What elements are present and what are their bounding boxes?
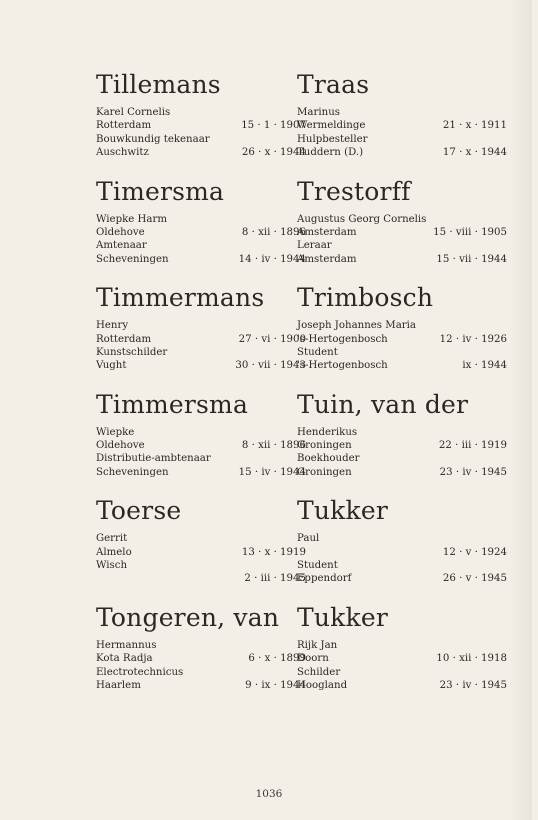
entry-line	[297, 532, 507, 545]
entry-text: Karel Cornelis	[96, 107, 171, 118]
entry-line	[297, 452, 507, 465]
entry-text: Wiepke	[96, 426, 135, 438]
entry-line	[297, 426, 507, 439]
entry-text: Doorn	[297, 653, 329, 665]
entry-text: Auschwitz	[96, 147, 149, 159]
entry-text: Boekhouder	[297, 453, 360, 465]
entry-line	[297, 106, 507, 119]
entry-line	[96, 253, 306, 266]
right-column	[297, 70, 507, 709]
entry-text: Scheveningen	[96, 466, 169, 478]
entry-date: 8 · xii · 1896	[241, 226, 306, 238]
entry-text: Oldehove	[96, 440, 145, 452]
entry-line	[297, 146, 507, 159]
entry-line	[297, 559, 507, 572]
entry-line	[297, 133, 507, 146]
entry-text: Wermeldinge	[297, 120, 366, 132]
person-entry	[297, 390, 507, 480]
entry-line	[96, 666, 306, 679]
entry-date: 8 · xii · 1896	[241, 440, 306, 452]
entry-text: Paul	[297, 533, 320, 545]
entry-date: 2 · iii · 1945	[244, 573, 306, 585]
entry-date: 14 · iv · 1944	[238, 253, 306, 265]
surname-heading: Trestorff	[297, 176, 411, 206]
entry-date: 15 · 1 · 1907	[241, 120, 306, 132]
entry-line	[96, 133, 306, 146]
entry-date: 21 · x · 1911	[442, 120, 507, 132]
entry-date: 15 · vii · 1944	[436, 253, 507, 265]
entry-text: Schilder	[297, 666, 341, 678]
entry-line	[96, 466, 306, 479]
entry-date: 30 · vii · 1943	[235, 360, 306, 372]
entry-line	[96, 652, 306, 665]
entry-text: Amsterdam	[297, 226, 357, 238]
entry-text: Haarlem	[96, 679, 141, 691]
entry-text: Groningen	[297, 440, 352, 452]
entry-date: ix · 1944	[462, 360, 507, 372]
entry-text: Distributie-ambtenaar	[96, 453, 211, 465]
entry-line	[297, 359, 507, 372]
entry-text: Vught	[96, 360, 127, 372]
entry-line	[96, 439, 306, 452]
person-entry	[297, 603, 507, 693]
entry-date: 23 · iv · 1945	[439, 679, 507, 691]
surname-heading: Tukker	[297, 496, 389, 526]
entry-text: Marinus	[297, 107, 340, 118]
surname-heading: Traas	[297, 70, 370, 99]
surname-heading: Timersma	[96, 176, 225, 206]
entry-text: Wiepke Harm	[96, 213, 168, 225]
entry-text: Student	[297, 346, 338, 358]
entry-line	[297, 439, 507, 452]
entry-line	[297, 333, 507, 346]
entry-line	[96, 226, 306, 239]
entry-text: Amtenaar	[96, 240, 147, 252]
entry-line	[96, 106, 306, 119]
entry-line	[96, 546, 306, 559]
entry-line	[297, 119, 507, 132]
entry-text: Rotterdam	[96, 120, 152, 132]
left-column	[96, 70, 306, 709]
entry-line	[297, 652, 507, 665]
entry-text: Augustus Georg Cornelis	[297, 213, 427, 225]
entry-line	[96, 572, 306, 585]
entry-line	[96, 426, 306, 439]
entry-line	[96, 639, 306, 652]
entry-line	[297, 546, 507, 559]
entry-line	[297, 213, 507, 226]
entry-text: Wisch	[96, 560, 128, 572]
entry-text: 's-Hertogenbosch	[297, 333, 388, 345]
entry-date: 12 · iv · 1926	[439, 333, 507, 345]
entry-text: Almelo	[96, 546, 132, 558]
entry-line	[96, 559, 306, 572]
entry-line	[96, 213, 306, 226]
entry-date: 27 · vi · 1900	[238, 333, 306, 345]
surname-heading: Toerse	[96, 496, 182, 526]
entry-date: 13 · x · 1919	[241, 546, 306, 558]
entry-text: Henderikus	[297, 426, 358, 438]
entry-text: Henry	[96, 320, 129, 332]
entry-line	[297, 253, 507, 266]
entry-date: 12 · v · 1924	[442, 546, 507, 558]
person-entry	[96, 603, 306, 693]
entry-text: Leraar	[297, 240, 332, 252]
entry-date: 22 · iii · 1919	[438, 440, 507, 452]
entry-text: Oldehove	[96, 226, 145, 238]
entry-text: Gerrit	[96, 533, 128, 545]
entry-text: Kota Radja	[96, 653, 153, 665]
entry-line	[297, 679, 507, 692]
person-entry	[96, 177, 306, 267]
entry-line	[297, 319, 507, 332]
entry-line	[96, 319, 306, 332]
surname-heading: Tukker	[297, 602, 389, 632]
entry-text: Electrotechnicus	[96, 666, 184, 678]
entry-date: 10 · xii · 1918	[436, 653, 507, 665]
entry-line	[96, 119, 306, 132]
entry-line	[297, 666, 507, 679]
person-entry	[96, 390, 306, 480]
surname-heading: Tongeren, van	[96, 602, 280, 632]
entry-text: Rotterdam	[96, 333, 152, 345]
entry-line	[96, 346, 306, 359]
person-entry	[96, 283, 306, 373]
entry-line	[96, 239, 306, 252]
entry-date: 26 · v · 1945	[442, 573, 507, 585]
entry-text: Hulpbesteller	[297, 133, 368, 145]
entry-text: Groningen	[297, 466, 352, 478]
entry-line	[96, 359, 306, 372]
entry-line	[96, 452, 306, 465]
entry-line	[297, 226, 507, 239]
entry-text: 's-Hertogenbosch	[297, 360, 388, 372]
entry-line	[96, 679, 306, 692]
show-through-edge	[510, 0, 532, 820]
entry-date: 15 · iv · 1944	[238, 466, 306, 478]
person-entry	[297, 177, 507, 267]
entry-text: Hoogland	[297, 679, 348, 691]
person-entry	[297, 283, 507, 373]
surname-heading: Tillemans	[96, 70, 221, 99]
surname-heading: Trimbosch	[297, 283, 434, 313]
entry-text: Rijk Jan	[297, 639, 338, 651]
entry-line	[297, 639, 507, 652]
entry-text: Amsterdam	[297, 253, 357, 265]
entry-date: 6 · x · 1899	[248, 653, 306, 665]
entry-line	[297, 346, 507, 359]
entry-line	[96, 146, 306, 159]
entry-text: Bouwkundig tekenaar	[96, 133, 210, 145]
entry-text: Kunstschilder	[96, 346, 168, 358]
surname-heading: Timmermans	[96, 283, 265, 313]
person-entry	[96, 496, 306, 586]
entry-date: 17 · x · 1944	[442, 147, 507, 159]
entry-text: Tuddern (D.)	[297, 147, 364, 159]
entry-text: Joseph Johannes Maria	[297, 320, 416, 332]
entry-text: Eppendorf	[297, 573, 352, 585]
entry-date: 23 · iv · 1945	[439, 466, 507, 478]
entry-text: Scheveningen	[96, 253, 169, 265]
entry-date: 26 · x · 1944	[241, 147, 306, 159]
entry-line	[96, 532, 306, 545]
entry-line	[96, 333, 306, 346]
person-entry	[297, 496, 507, 586]
person-entry	[96, 70, 306, 160]
surname-heading: Timmersma	[96, 389, 249, 419]
entry-text: Hermannus	[96, 639, 157, 651]
entry-line	[297, 466, 507, 479]
entry-line	[297, 239, 507, 252]
person-entry	[297, 70, 507, 160]
entry-date: 9 · ix · 1944	[245, 679, 306, 691]
page-number: 1036	[255, 788, 283, 800]
entry-date: 15 · viii · 1905	[433, 226, 507, 238]
surname-heading: Tuin, van der	[297, 389, 469, 419]
entry-line	[297, 572, 507, 585]
entry-text: Student	[297, 560, 338, 572]
